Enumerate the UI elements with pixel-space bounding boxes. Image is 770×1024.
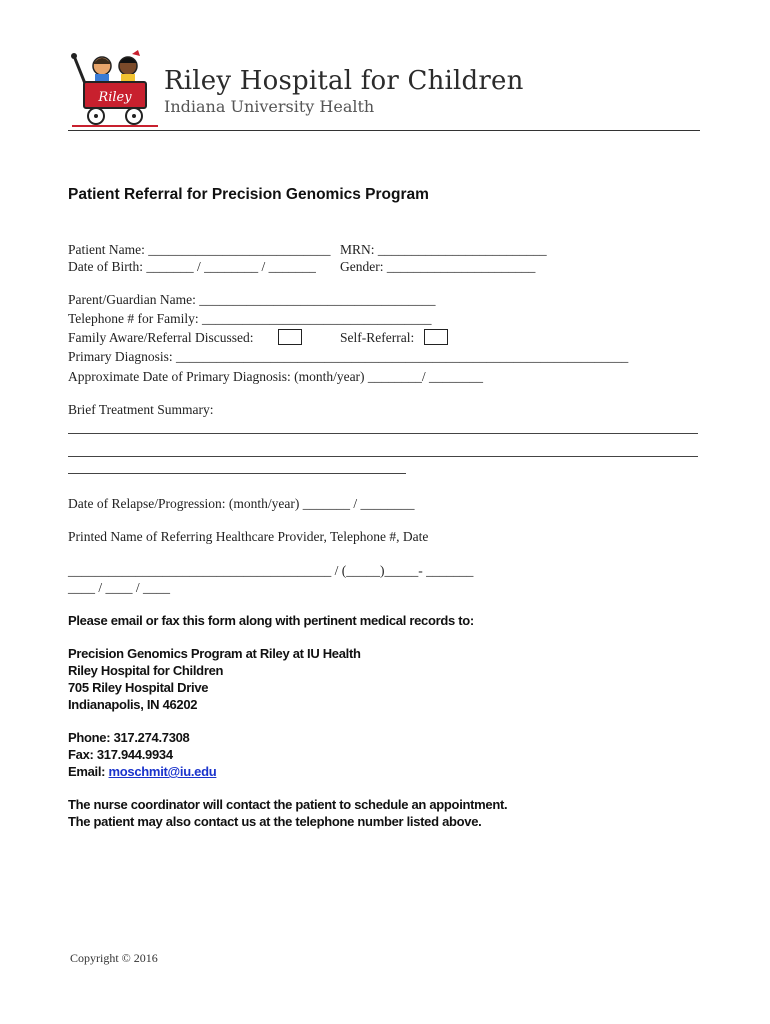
closing-line: The nurse coordinator will contact the patient to schedule an appointment. [68,797,508,812]
header-divider [68,130,700,131]
address-line: Riley Hospital for Children [68,663,224,678]
self-referral-label: Self-Referral: [340,330,415,345]
address-line: Precision Genomics Program at Riley at IU Health [68,646,361,661]
self-referral-checkbox[interactable] [424,329,448,345]
send-instructions: Please email or fax this form along with pertinent medical records to: [68,613,474,628]
family-aware-label: Family Aware/Referral Discussed: [68,330,254,345]
treatment-summary-line-2[interactable] [68,456,698,457]
provider-name-phone-field[interactable]: _______________________________________ / (_____)_____- _______ [68,563,474,578]
approx-diagnosis-date-field[interactable]: Approximate Date of Primary Diagnosis: (month/year) ________/ ________ [68,369,484,384]
address-line: Indianapolis, IN 46202 [68,697,198,712]
mrn-field[interactable]: MRN: _________________________ [340,242,547,257]
email-row [68,764,216,779]
treatment-summary-line-3[interactable] [68,473,406,474]
wagon-logo-icon [68,46,160,130]
address-line: 705 Riley Hospital Drive [68,680,209,695]
patient-name-field[interactable]: Patient Name: ___________________________ [68,242,331,257]
telephone-field[interactable]: Telephone # for Family: __________________________________ [68,311,432,326]
phone-number: Phone: 317.274.7308 [68,730,190,745]
primary-diagnosis-field[interactable]: Primary Diagnosis: ___________________________________________________________________ [68,349,629,364]
email-label: Email: [68,764,109,779]
guardian-field[interactable]: Parent/Guardian Name: ___________________________________ [68,292,436,307]
copyright: Copyright © 2016 [70,951,158,965]
relapse-date-field[interactable]: Date of Relapse/Progression: (month/year) _______ / ________ [68,496,415,511]
hospital-logo [68,46,524,130]
treatment-summary-line-1[interactable] [68,433,698,434]
form-title: Patient Referral for Precision Genomics Program [68,186,429,203]
hospital-subtitle: Indiana University Health [164,97,375,116]
hospital-name: Riley Hospital for Children [164,66,524,96]
fax-number: Fax: 317.944.9934 [68,747,173,762]
gender-field[interactable]: Gender: ______________________ [340,259,536,274]
provider-label: Printed Name of Referring Healthcare Provider, Telephone #, Date [68,529,429,544]
email-link[interactable]: moschmit@iu.edu [108,764,217,779]
treatment-summary-label: Brief Treatment Summary: [68,402,214,417]
closing-line: The patient may also contact us at the telephone number listed above. [68,814,482,829]
dob-field[interactable]: Date of Birth: _______ / ________ / _______ [68,259,316,274]
family-aware-checkbox[interactable] [278,329,302,345]
provider-date-field[interactable]: ____ / ____ / ____ [68,580,171,595]
wagon-text: Riley [98,90,132,105]
